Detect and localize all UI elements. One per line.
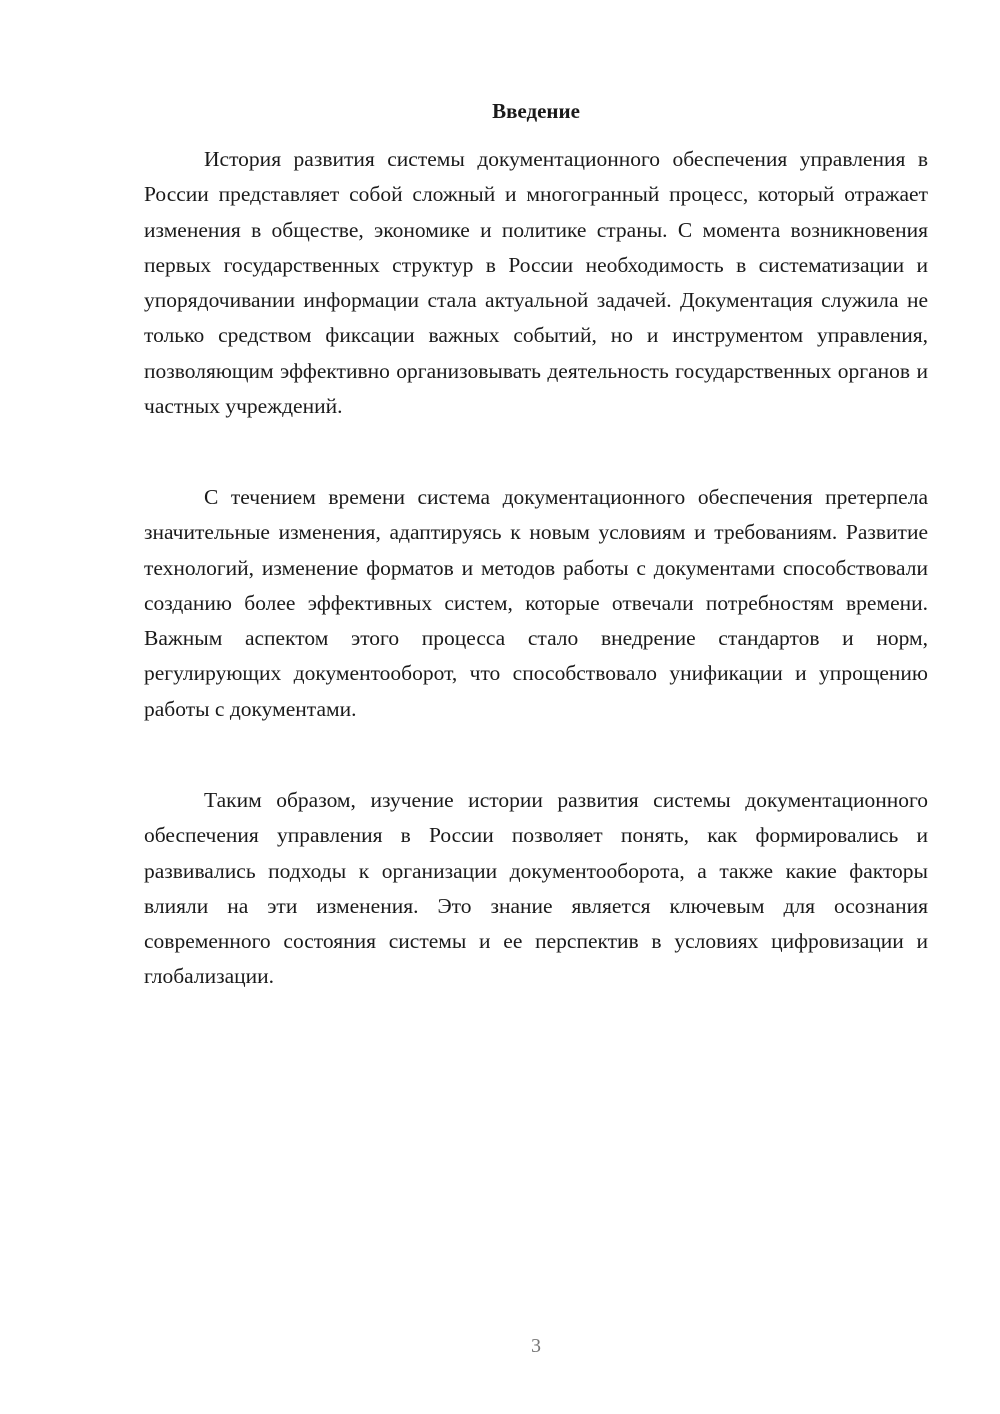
- paragraph-2: С течением времени система документационного обеспечения претерпела значительные изменения, адаптируясь к новым условиям и требованиям. Развитие технологий, изменение форматов и методов работы с документами способствовали созданию более эффективных систем, которые отвечали потребностям времени. Важным аспектом этого процесса стало внедрение стандартов и норм, регулирующих документооборот, что способствовало унификации и упрощению работы с документами.: [144, 485, 928, 721]
- page-title: Введение: [492, 99, 580, 123]
- paragraph-3: Таким образом, изучение истории развития системы документационного обеспечения управления в России позволяет понять, как формировались и развивались подходы к организации документооборота, а также какие факторы влияли на эти изменения. Это знание является ключевым для осознания современного состояния системы и ее перспектив в условиях цифровизации и глобализации.: [144, 788, 928, 989]
- paragraph-1: История развития системы документационного обеспечения управления в России представляет собой сложный и многогранный процесс, который отражает изменения в обществе, экономике и политике страны. С момента возникновения первых государственных структур в России необходимость в систематизации и упорядочивании информации стала актуальной задачей. Документация служила не только средством фиксации важных событий, но и инструментом управления, позволяющим эффективно организовывать деятельность государственных органов и частных учреждений.: [144, 147, 928, 419]
- page-number: 3: [531, 1335, 541, 1357]
